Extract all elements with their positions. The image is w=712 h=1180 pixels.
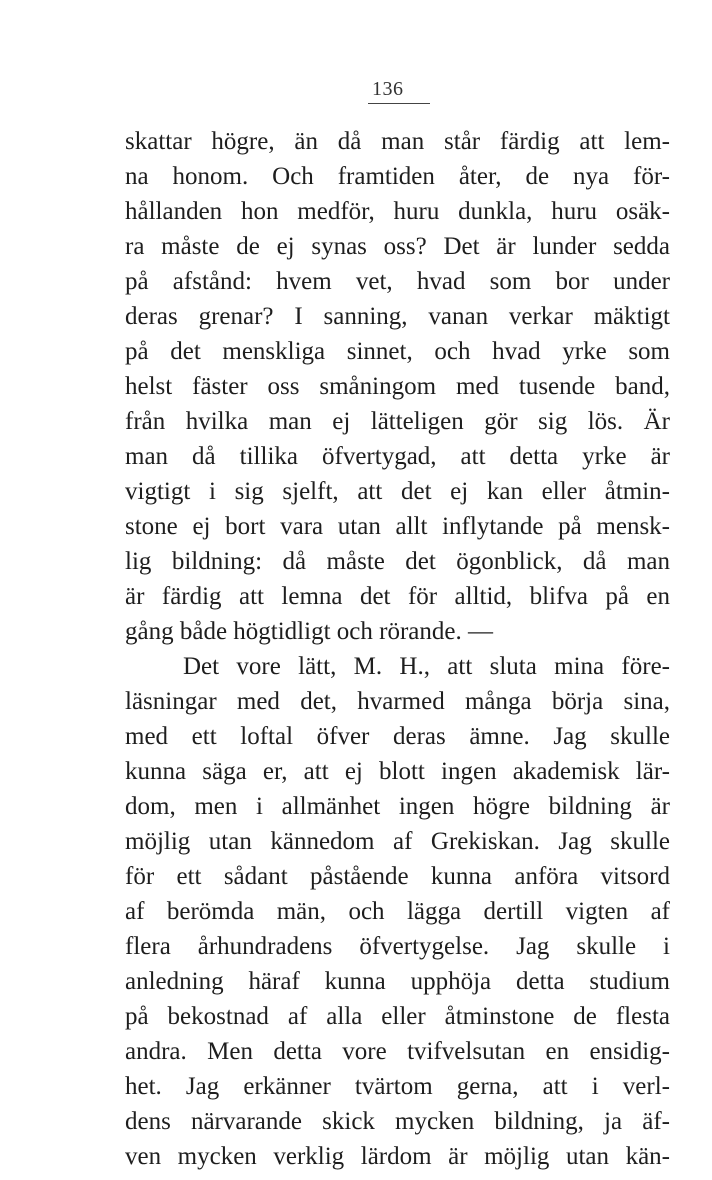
- text-line: helst fäster oss småningom med tusende band,: [125, 373, 670, 400]
- text-line: med ett loftal öfver deras ämne. Jag skulle: [125, 723, 670, 750]
- text-line: lig bildning: då måste det ögonblick, då man: [125, 548, 670, 575]
- text-line: flera århundradens öfvertygelse. Jag skulle i: [125, 933, 670, 960]
- text-line: kunna säga er, att ej blott ingen akademisk lär-: [125, 758, 670, 785]
- page-number: 136: [372, 78, 404, 100]
- text-line: är färdig att lemna det för alltid, blifva på en: [125, 583, 670, 610]
- text-line: läsningar med det, hvarmed många börja sina,: [125, 688, 670, 715]
- text-line: från hvilka man ej lätteligen gör sig lös. Är: [125, 408, 670, 435]
- text-line: stone ej bort vara utan allt inflytande på mensk-: [125, 513, 670, 540]
- text-line: på afstånd: hvem vet, hvad som bor under: [125, 268, 670, 295]
- text-line: na honom. Och framtiden åter, de nya för-: [125, 163, 670, 190]
- body-text: [125, 124, 670, 1174]
- text-line: andra. Men detta vore tvifvelsutan en ensidig-: [125, 1038, 670, 1065]
- text-line: af berömda män, och lägga dertill vigten af: [125, 898, 670, 925]
- text-line: på bekostnad af alla eller åtminstone de flesta: [125, 1003, 670, 1030]
- text-line: vigtigt i sig sjelft, att det ej kan eller åtmin-: [125, 478, 670, 505]
- text-line: dens närvarande skick mycken bildning, ja äf-: [125, 1108, 670, 1135]
- text-line: för ett sådant påstående kunna anföra vitsord: [125, 863, 670, 890]
- text-line: på det menskliga sinnet, och hvad yrke som: [125, 338, 670, 365]
- paragraph-end-line: gång både högtidligt och rörande. —: [125, 618, 493, 645]
- text-line: ven mycken verklig lärdom är möjlig utan kän-: [125, 1143, 670, 1170]
- text-line: het. Jag erkänner tvärtom gerna, att i verl-: [125, 1073, 670, 1100]
- text-line: möjlig utan kännedom af Grekiskan. Jag skulle: [125, 828, 670, 855]
- paragraph-start-line: Det vore lätt, M. H., att sluta mina före-: [183, 653, 670, 680]
- text-line: ra måste de ej synas oss? Det är lunder sedda: [125, 233, 670, 260]
- text-line: hållanden hon medför, huru dunkla, huru osäk-: [125, 198, 670, 225]
- text-line: skattar högre, än då man står färdig att lem-: [125, 128, 670, 155]
- page-number-rule: [368, 103, 430, 104]
- text-line: dom, men i allmänhet ingen högre bildning är: [125, 793, 670, 820]
- text-line: anledning häraf kunna upphöja detta studium: [125, 968, 670, 995]
- text-line: deras grenar? I sanning, vanan verkar mäktigt: [125, 303, 670, 330]
- text-line: man då tillika öfvertygad, att detta yrke är: [125, 443, 670, 470]
